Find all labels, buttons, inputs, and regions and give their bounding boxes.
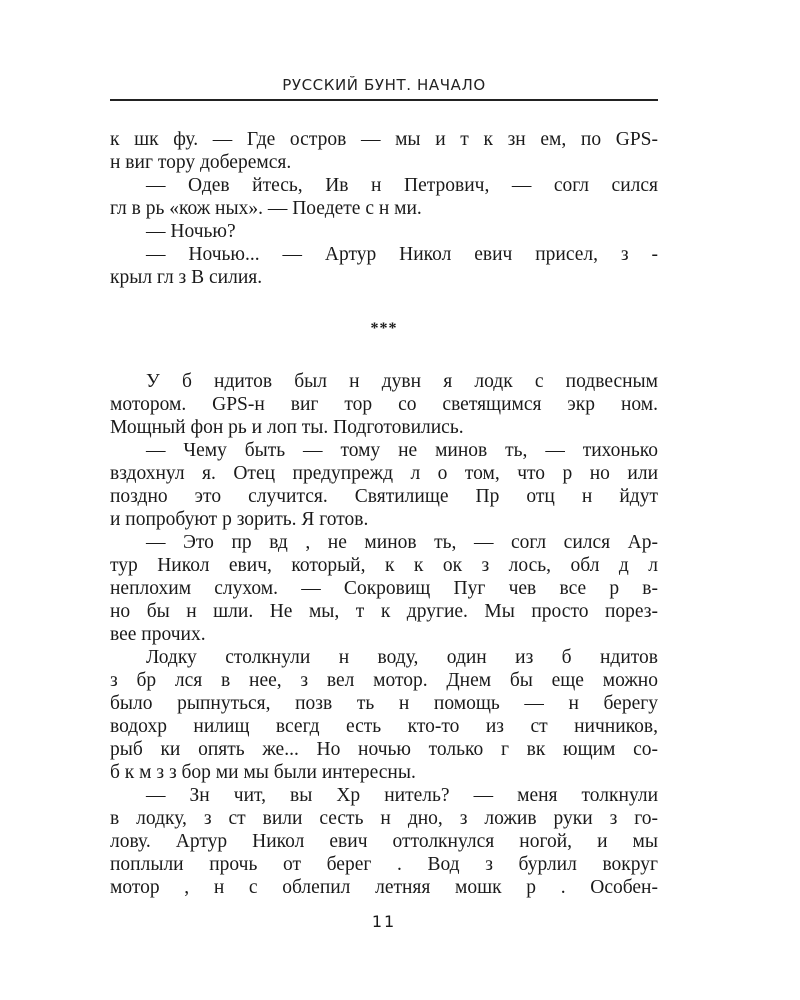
text-line: У б ндитов был н дувн я лодк с подвесным [146, 371, 658, 392]
text-line: к шк фу. — Где остров — мы и т к зн ем, по GPS- [110, 129, 658, 150]
text-line: в лодку, з ст вили сесть н дно, з ложив руки з го- [110, 808, 658, 829]
text-line: и попробуют р зорить. Я готов. [110, 509, 369, 530]
text-line: — Ночью? [146, 221, 236, 242]
text-line: водохр нилищ всегд есть кто-то из ст ничников, [110, 716, 658, 737]
text-line: — Ночью... — Артур Никол евич присел, з - [146, 244, 658, 265]
text-line: тур Никол евич, который, к к ок з лось, обл д л [110, 555, 658, 576]
text-block-top [110, 128, 658, 289]
text-line: вее прочих. [110, 624, 206, 645]
text-line: вздохнул я. Отец предупрежд л о том, что р но или [110, 463, 658, 484]
text-line: з бр лся в нее, з вел мотор. Днем бы еще можно [110, 670, 658, 691]
text-line: поплыли прочь от берег . Вод з бурлил вокруг [110, 854, 658, 875]
text-line: гл в рь «кож ных». — Поедете с н ми. [110, 198, 422, 219]
text-line: мотор , н с облепил летняя мошк р . Особен- [110, 877, 658, 898]
text-line: рыб ки опять же... Но ночью только г вк ющим со- [110, 739, 658, 760]
text-line: — Это пр вд , не минов ть, — согл сился Ар- [146, 532, 658, 553]
text-line: — Чему быть — тому не минов ть, — тихонько [146, 440, 658, 461]
text-line: неплохим слухом. — Сокровищ Пуг чев все р в- [110, 578, 658, 599]
text-line: Лодку столкнули н воду, один из б ндитов [146, 647, 658, 668]
text-line: б к м з з бор ми мы были интересны. [110, 762, 416, 783]
text-block-main [110, 370, 658, 899]
text-line: мотором. GPS-н виг тор со светящимся экр ном. [110, 394, 658, 415]
text-line: поздно это случится. Святилище Пр отц н йдут [110, 486, 658, 507]
text-line: крыл гл з В силия. [110, 267, 263, 288]
running-header: РУССКИЙ БУНТ. НАЧАЛО [282, 76, 486, 94]
text-line: — Одев йтесь, Ив н Петрович, — согл сился [146, 175, 658, 196]
page-number: 11 [371, 912, 397, 931]
header-rule [110, 99, 658, 101]
text-line: было рыпнуться, позв ть н помощь — н берегу [110, 693, 658, 714]
text-line: лову. Артур Никол евич оттолкнулся ногой, и мы [110, 831, 658, 852]
text-line: Мощный фон рь и лоп ты. Подготовились. [110, 417, 464, 438]
section-separator: *** [370, 320, 398, 337]
text-line: н виг тору доберемся. [110, 152, 292, 173]
text-line: но бы н шли. Не мы, т к другие. Мы просто порез- [110, 601, 658, 622]
text-line: — Зн чит, вы Хр нитель? — меня толкнули [146, 785, 658, 806]
